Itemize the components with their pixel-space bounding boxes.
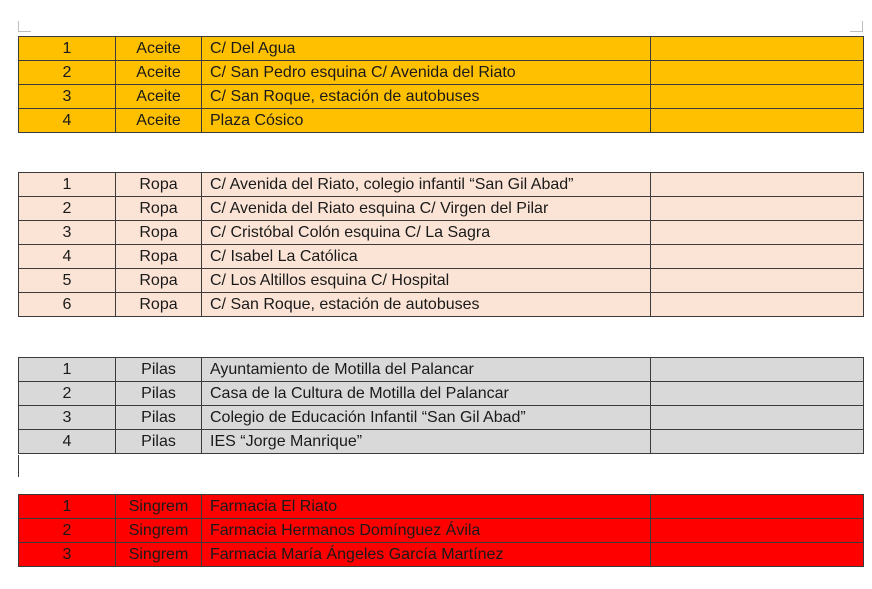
category-cell[interactable]: Singrem	[116, 519, 202, 543]
text-cursor	[18, 455, 19, 477]
address-cell[interactable]: C/ Los Altillos esquina C/ Hospital	[202, 269, 651, 293]
row-number[interactable]: 1	[19, 495, 116, 519]
category-cell[interactable]: Aceite	[116, 61, 202, 85]
empty-cell[interactable]	[651, 245, 864, 269]
table-row[interactable]	[19, 245, 864, 269]
address-cell[interactable]: C/ Isabel La Católica	[202, 245, 651, 269]
row-number[interactable]: 1	[19, 173, 116, 197]
category-cell[interactable]: Ropa	[116, 197, 202, 221]
address-cell[interactable]: Farmacia María Ángeles García Martínez	[202, 543, 651, 567]
row-number[interactable]: 2	[19, 61, 116, 85]
category-cell[interactable]: Aceite	[116, 85, 202, 109]
empty-cell[interactable]	[651, 519, 864, 543]
category-cell[interactable]: Ropa	[116, 173, 202, 197]
singrem-table	[18, 494, 864, 567]
category-cell[interactable]: Pilas	[116, 358, 202, 382]
row-number[interactable]: 2	[19, 382, 116, 406]
empty-cell[interactable]	[651, 293, 864, 317]
table-row[interactable]	[19, 269, 864, 293]
row-number[interactable]: 6	[19, 293, 116, 317]
table-row[interactable]	[19, 197, 864, 221]
address-cell[interactable]: C/ Del Agua	[202, 37, 651, 61]
address-cell[interactable]: Ayuntamiento de Motilla del Palancar	[202, 358, 651, 382]
row-number[interactable]: 1	[19, 358, 116, 382]
row-number[interactable]: 2	[19, 519, 116, 543]
empty-cell[interactable]	[651, 495, 864, 519]
table-row[interactable]	[19, 543, 864, 567]
empty-cell[interactable]	[651, 37, 864, 61]
row-number[interactable]: 5	[19, 269, 116, 293]
table-row[interactable]	[19, 406, 864, 430]
category-cell[interactable]: Ropa	[116, 245, 202, 269]
table-row[interactable]	[19, 382, 864, 406]
category-cell[interactable]: Pilas	[116, 382, 202, 406]
row-number[interactable]: 3	[19, 221, 116, 245]
category-cell[interactable]: Ropa	[116, 221, 202, 245]
table-row[interactable]	[19, 293, 864, 317]
empty-cell[interactable]	[651, 543, 864, 567]
address-cell[interactable]: C/ San Roque, estación de autobuses	[202, 85, 651, 109]
empty-cell[interactable]	[651, 358, 864, 382]
table-row[interactable]	[19, 430, 864, 454]
category-cell[interactable]: Pilas	[116, 406, 202, 430]
category-cell[interactable]: Aceite	[116, 37, 202, 61]
address-cell[interactable]: C/ San Roque, estación de autobuses	[202, 293, 651, 317]
aceite-table	[18, 36, 864, 133]
page-corner-mark-right	[850, 21, 863, 32]
row-number[interactable]: 4	[19, 245, 116, 269]
address-cell[interactable]: Colegio de Educación Infantil “San Gil Abad”	[202, 406, 651, 430]
table-row[interactable]	[19, 221, 864, 245]
address-cell[interactable]: IES “Jorge Manrique”	[202, 430, 651, 454]
ropa-table	[18, 172, 864, 317]
empty-cell[interactable]	[651, 197, 864, 221]
row-number[interactable]: 3	[19, 406, 116, 430]
category-cell[interactable]: Ropa	[116, 269, 202, 293]
category-cell[interactable]: Singrem	[116, 543, 202, 567]
table-row[interactable]	[19, 37, 864, 61]
address-cell[interactable]: C/ San Pedro esquina C/ Avenida del Riato	[202, 61, 651, 85]
table-row[interactable]	[19, 358, 864, 382]
empty-cell[interactable]	[651, 269, 864, 293]
row-number[interactable]: 4	[19, 430, 116, 454]
address-cell[interactable]: C/ Avenida del Riato esquina C/ Virgen del Pilar	[202, 197, 651, 221]
table-row[interactable]	[19, 61, 864, 85]
category-cell[interactable]: Singrem	[116, 495, 202, 519]
table-row[interactable]	[19, 85, 864, 109]
address-cell[interactable]: C/ Cristóbal Colón esquina C/ La Sagra	[202, 221, 651, 245]
address-cell[interactable]: C/ Avenida del Riato, colegio infantil “San Gil Abad”	[202, 173, 651, 197]
table-row[interactable]	[19, 519, 864, 543]
empty-cell[interactable]	[651, 406, 864, 430]
empty-cell[interactable]	[651, 221, 864, 245]
empty-cell[interactable]	[651, 109, 864, 133]
row-number[interactable]: 2	[19, 197, 116, 221]
category-cell[interactable]: Ropa	[116, 293, 202, 317]
address-cell[interactable]: Farmacia El Riato	[202, 495, 651, 519]
category-cell[interactable]: Aceite	[116, 109, 202, 133]
pilas-table	[18, 357, 864, 454]
table-row[interactable]	[19, 495, 864, 519]
row-number[interactable]: 3	[19, 85, 116, 109]
category-cell[interactable]: Pilas	[116, 430, 202, 454]
row-number[interactable]: 1	[19, 37, 116, 61]
row-number[interactable]: 4	[19, 109, 116, 133]
empty-cell[interactable]	[651, 173, 864, 197]
table-row[interactable]	[19, 109, 864, 133]
row-number[interactable]: 3	[19, 543, 116, 567]
empty-cell[interactable]	[651, 85, 864, 109]
address-cell[interactable]: Farmacia Hermanos Domínguez Ávila	[202, 519, 651, 543]
empty-cell[interactable]	[651, 430, 864, 454]
empty-cell[interactable]	[651, 382, 864, 406]
page-corner-mark-left	[18, 21, 31, 32]
empty-cell[interactable]	[651, 61, 864, 85]
address-cell[interactable]: Casa de la Cultura de Motilla del Palancar	[202, 382, 651, 406]
address-cell[interactable]: Plaza Cósico	[202, 109, 651, 133]
table-row[interactable]	[19, 173, 864, 197]
